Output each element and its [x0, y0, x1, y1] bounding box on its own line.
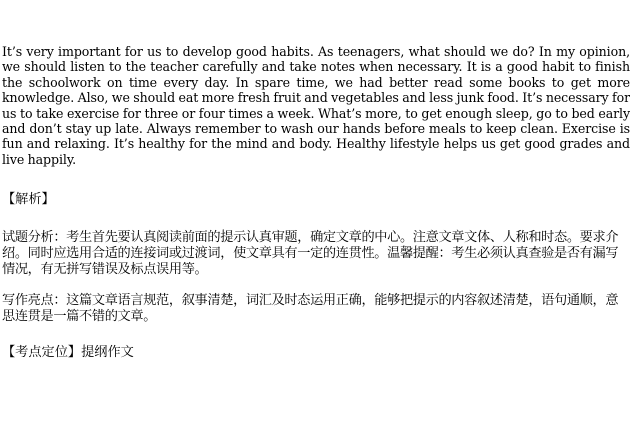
exam-point-heading: 【考点定位】提纲作文 — [2, 345, 134, 360]
analysis-heading: 【解析】 — [2, 192, 55, 207]
essay-paragraph: It’s very important for us to develop good habits. As teenagers, what should we do? In my opinion, we should listen to the teacher carefully and take notes when necessary. It is a good habit to finish the schoolwork on time every day. In spare time, we had better read some books to get more knowledge. Also, we should eat more fresh fruit and vegetables and less junk food. It’s necessary for us to take exercise for three or four times a week. What’s more, to get enough sleep, go to bed early and don’t stay up late. Always remember to wash our hands before meals to keep clean. Exercise is fun and relaxing. It’s healthy for the mind and body. Healthy lifestyle helps us get good grades and live happily. — [2, 44, 630, 167]
writing-highlight-paragraph: 写作亮点：这篇文章语言规范，叙事清楚，词汇及时态运用正确，能够把提示的内容叙述清楚，语句通顺，意思连贯是一篇不错的文章。 — [2, 293, 619, 324]
analysis-paragraph: 试题分析：考生首先要认真阅读前面的提示认真审题，确定文章的中心。注意文章文体、人称和时态。要求介绍。同时应选用合适的连接词或过渡词，使文章具有一定的连贯性。温馨提醒：考生必须认真查验是否有漏写情况，有无拼写错误及标点误用等。 — [2, 230, 619, 277]
